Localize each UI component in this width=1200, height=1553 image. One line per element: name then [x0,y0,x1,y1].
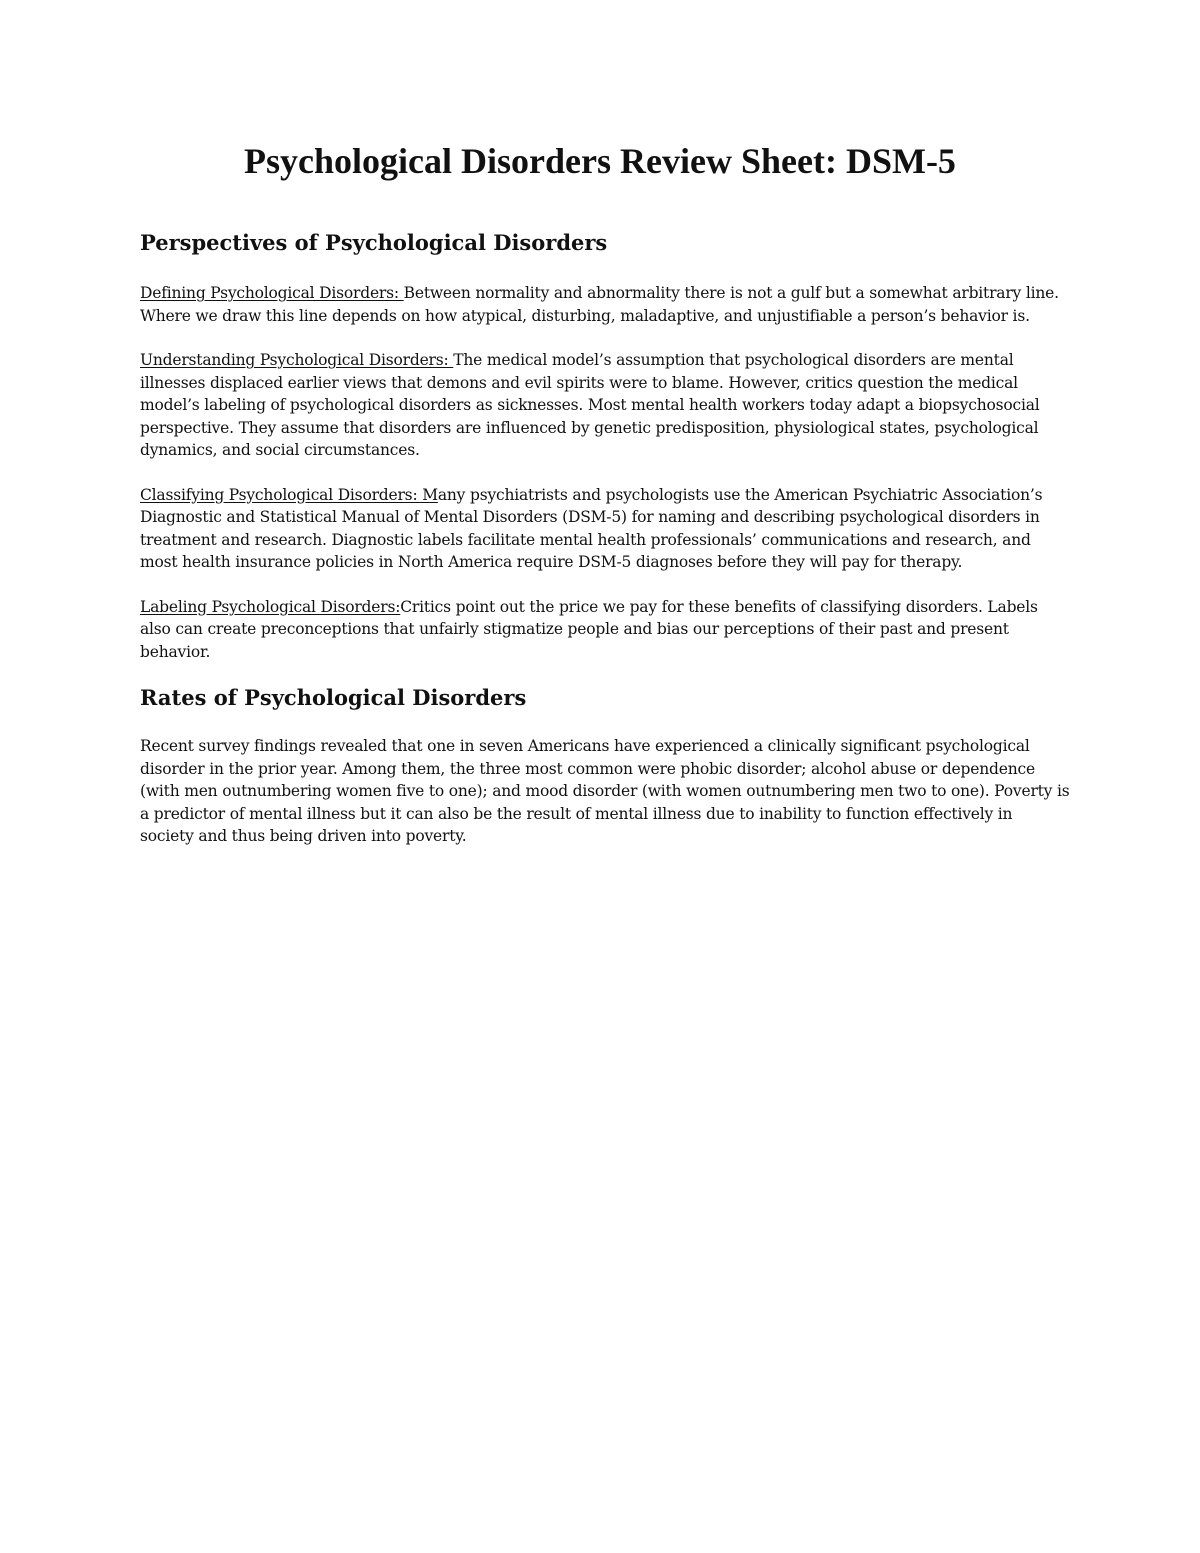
section-perspectives [140,228,1070,663]
term-labeling: Labeling Psychological Disorders: [140,597,401,616]
paragraph-labeling-text: Critics point out the price we pay for these benefits of classifying disorders. Labels also can create preconceptions that unfairly stigmatize people and bias our perceptions of their past and present behavior. [140,597,1038,661]
paragraph-rates: Recent survey findings revealed that one in seven Americans have experienced a clinically significant psychological disorder in the prior year. Among them, the three most common were phobic disorder; alcohol abuse or dependence (with men outnumbering women five to one); and mood disorder (with women outnumbering men two to one). Poverty is a predictor of mental illness but it can also be the result of mental illness due to inability to function effectively in society and thus being driven into poverty. [140,737,1070,845]
section-heading-perspectives: Perspectives of Psychological Disorders [140,230,608,255]
document-title: Psychological Disorders Review Sheet: DSM-5 [244,141,956,181]
section-rates [140,683,1070,848]
paragraph-defining-text: Between normality and abnormality there is not a gulf but a somewhat arbitrary line. Where we draw this line depends on how atypical, disturbing, maladaptive, and unjustifiable a person’s behavior is. [140,284,1059,325]
section-heading-rates: Rates of Psychological Disorders [140,685,527,710]
paragraph-classifying-text: any psychiatrists and psychologists use the American Psychiatric Association’s Diagnostic and Statistical Manual of Mental Disorders (DSM-5) for naming and describing psychological disorders in treatment and research. Diagnostic labels facilitate mental health professionals’ communications and research, and most health insurance policies in North America require DSM-5 diagnoses before they will pay for therapy. [140,485,1043,571]
term-defining: Defining Psychological Disorders: [140,284,404,302]
term-classifying: Classifying Psychological Disorders: M [140,485,438,504]
paragraph-defining [140,282,1070,327]
term-understanding: Understanding Psychological Disorders: [140,351,454,369]
document-body [140,228,1070,848]
paragraph-classifying [140,484,1070,574]
paragraph-understanding [140,349,1070,462]
paragraph-understanding-text: The medical model’s assumption that psychological disorders are mental illnesses displaced earlier views that demons and evil spirits were to blame. However, critics question the medical model’s labeling of psychological disorders as sicknesses. Most mental health workers today adapt a biopsychosocial perspective. They assume that disorders are influenced by genetic predisposition, physiological states, psychological dynamics, and social circumstances. [140,351,1040,459]
paragraph-labeling [140,596,1070,664]
